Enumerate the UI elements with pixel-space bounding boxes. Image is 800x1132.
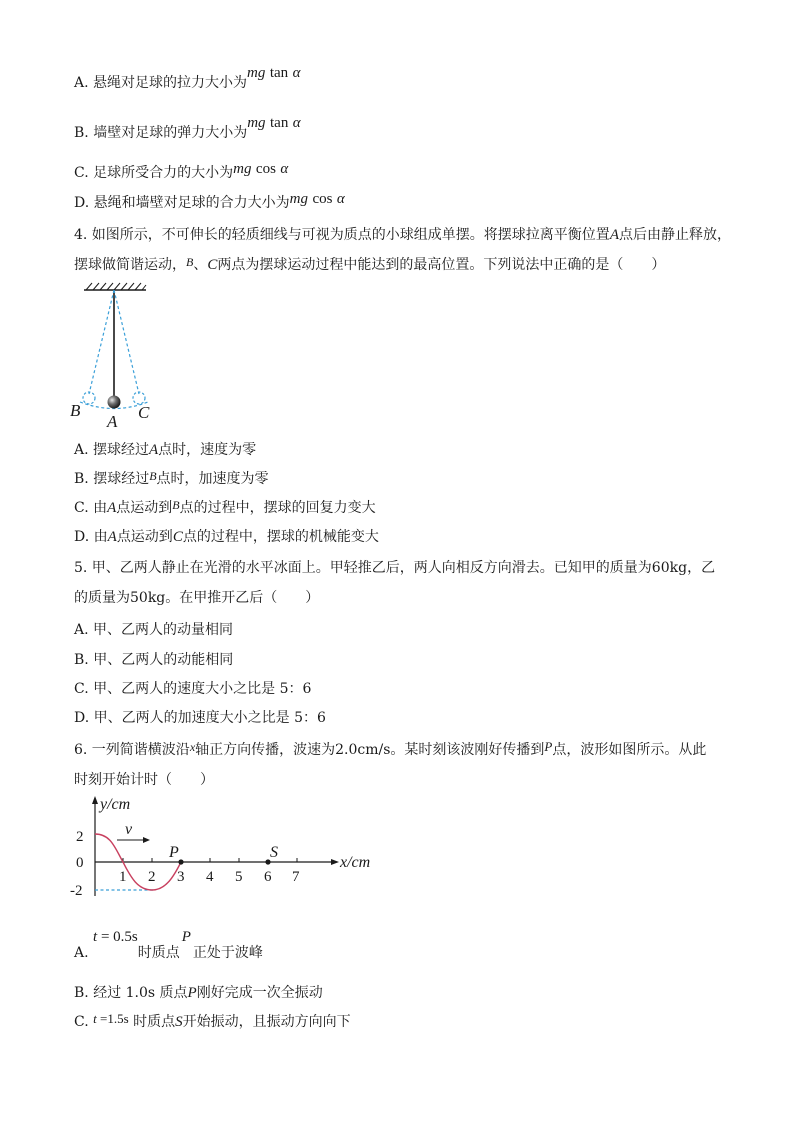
pendulum-label-c: C (138, 403, 150, 422)
q6-option-c-prefix: C. (74, 1014, 89, 1030)
q3-option-d-fn: cos (312, 191, 333, 207)
q6-option-a (74, 929, 263, 966)
wave-y-tick-0: 0 (76, 855, 84, 871)
q3-option-c-fn: cos (255, 161, 276, 177)
q6-option-a-prefix: A. (74, 945, 89, 961)
q4-stem-line1 (74, 226, 731, 244)
q3-option-a-text: A. 悬绳对足球的拉力大小为 (74, 75, 248, 91)
q4-option-c-p2: 点运动到 (116, 500, 173, 516)
pendulum-left-dashed-string (89, 290, 114, 394)
q4-option-b-p2: 点时，加速度为零 (156, 471, 269, 487)
q4-stem1-text: 4. 如图所示，不可伸长的轻质细线与可视为质点的小球组成单摆。将摆球拉离平衡位置 (74, 227, 610, 243)
q6-stem1-x: x (189, 740, 196, 754)
q4-option-a-var: A (149, 442, 159, 458)
wave-graph (66, 794, 386, 904)
q4-option-d-var2: C (172, 529, 183, 545)
q4-stem2-sep: 、 (193, 257, 208, 273)
q4-option-c-p1: C. 由 (74, 500, 108, 516)
q6-option-c-mid: 时质点 (133, 1014, 176, 1030)
wave-y-axis-arrow (92, 796, 98, 804)
q4-option-a-p2: 点时，速度为零 (158, 442, 257, 458)
q3-option-a-mg: mg (247, 65, 266, 81)
q6-stem-line1 (74, 741, 706, 759)
pendulum-figure (66, 280, 176, 430)
q4-option-c-var1: A (107, 500, 117, 516)
q4-option-c-p3: 点的过程中，摆球的回复力变大 (179, 500, 376, 516)
q3-option-d-mg: mg (289, 191, 308, 207)
q4-option-d-p1: D. 由 (74, 529, 108, 545)
q4-option-c-var2: B (172, 498, 180, 512)
wave-y-axis-label: y/cm (100, 796, 131, 813)
q6-option-b-p: P (187, 985, 197, 1001)
wave-label-s: S (270, 844, 278, 861)
q6-option-c-eq: =1.5s (96, 1011, 129, 1026)
q3-option-d-var: α (336, 191, 345, 207)
q6-option-a-t: t (93, 929, 98, 945)
q4-option-a (74, 441, 256, 459)
q6-stem-line2: 时刻开始计时（ ） (74, 772, 214, 788)
q4-option-c (74, 499, 376, 517)
wave-x-tick-6: 6 (264, 869, 272, 885)
q4-stem1-var: A (609, 227, 619, 243)
q3-option-b (74, 115, 301, 142)
q4-option-d-p3: 点的过程中，摆球的机械能变大 (182, 529, 379, 545)
wave-x-axis-arrow (331, 859, 339, 865)
q4-stem2-text: 摆球做简谐运动， (74, 257, 186, 273)
wave-x-tick-1: 1 (119, 869, 127, 885)
q4-option-b-p1: B. 摆球经过 (74, 471, 150, 487)
wave-x-tick-4: 4 (206, 869, 214, 885)
q5-stem-line2: 的质量为50kg。在甲推开乙后（ ） (74, 590, 320, 606)
q3-option-a-fn: tan (269, 65, 289, 81)
q5-option-d: D. 甲、乙两人的加速度大小之比是 5：6 (74, 710, 326, 726)
q5-option-c: C. 甲、乙两人的速度大小之比是 5：6 (74, 681, 312, 697)
q4-option-b-var: B (149, 469, 157, 483)
wave-point-p (178, 859, 183, 864)
q6-option-b (74, 984, 323, 1002)
q6-stem1-a: 6. 一列简谐横波沿 (74, 742, 190, 758)
q3-option-c-mg: mg (233, 161, 252, 177)
q6-stem1-c: 点，波形如图所示。从此 (552, 742, 707, 758)
wave-x-tick-3: 3 (177, 869, 185, 885)
q5-option-a: A. 甲、乙两人的动量相同 (74, 622, 234, 638)
q6-stem1-b: 轴正方向传播，波速为2.0cm/s。某时刻该波刚好传播到 (195, 742, 545, 758)
q6-option-b-p1: B. 经过 1.0s 质点 (74, 985, 188, 1001)
pendulum-right-dashed-string (114, 290, 139, 394)
q4-option-d (74, 528, 379, 546)
q3-option-d-text: D. 悬绳和墙壁对足球的合力大小为 (74, 195, 290, 211)
q6-option-a-eq: = 0.5s (97, 929, 138, 945)
q6-option-a-mid: 时质点 (137, 945, 180, 961)
q4-stem2-end: 两点为摆球运动过程中能达到的最高位置。下列说法中正确的是（ ） (217, 257, 666, 273)
wave-x-tick-2: 2 (148, 869, 156, 885)
wave-x-axis-label: x/cm (340, 854, 371, 871)
q6-option-c-end: 开始振动，且振动方向向下 (182, 1014, 351, 1030)
q5-option-b: B. 甲、乙两人的动能相同 (74, 652, 234, 668)
q4-stem2-b: B (186, 255, 194, 269)
q4-stem-line2 (74, 256, 665, 274)
q4-option-a-p1: A. 摆球经过 (74, 442, 150, 458)
q4-stem1-end: 点后由静止释放， (618, 227, 731, 243)
q6-option-c-t: t (93, 1011, 97, 1026)
q4-option-b (74, 470, 269, 488)
q3-option-c-var: α (280, 161, 289, 177)
wave-x-tick-7: 7 (292, 869, 300, 885)
wave-velocity-label: v (125, 821, 133, 838)
pendulum-ball (108, 396, 121, 409)
wave-x-tick-5: 5 (235, 869, 243, 885)
q6-option-a-p: P (181, 929, 191, 945)
q5-stem-line1: 5. 甲、乙两人静止在光滑的水平冰面上。甲轻推乙后，两人向相反方向滑去。已知甲的质量为60kg，乙 (74, 560, 716, 576)
q6-option-c (74, 1013, 351, 1032)
q3-option-c-text: C. 足球所受合力的大小为 (74, 165, 234, 181)
q3-option-d (74, 191, 345, 212)
q3-option-c (74, 161, 289, 182)
pendulum-ceiling (84, 283, 146, 290)
pendulum-label-a: A (107, 412, 118, 430)
q4-stem2-c: C (207, 257, 218, 273)
q3-option-b-text: B. 墙壁对足球的弹力大小为 (74, 125, 248, 141)
q3-option-b-fn: tan (270, 115, 289, 131)
q6-stem1-p: P (544, 739, 553, 754)
pendulum-label-b: B (70, 401, 81, 420)
q4-option-d-var1: A (107, 529, 117, 545)
q6-option-b-p2: 刚好完成一次全振动 (196, 985, 323, 1001)
wave-label-p: P (169, 844, 179, 861)
q6-option-c-s: S (175, 1014, 183, 1030)
q4-option-d-p2: 点运动到 (116, 529, 173, 545)
wave-y-tick-2: 2 (76, 829, 84, 845)
q3-option-b-mg: mg (247, 115, 266, 131)
wave-y-tick-neg2: -2 (70, 883, 83, 899)
q3-option-a-var: α (292, 65, 301, 81)
wave-velocity-arrowhead (143, 837, 150, 843)
q6-option-a-end: 正处于波峰 (192, 945, 263, 961)
q3-option-b-var: α (292, 115, 301, 131)
q3-option-a (74, 65, 301, 92)
